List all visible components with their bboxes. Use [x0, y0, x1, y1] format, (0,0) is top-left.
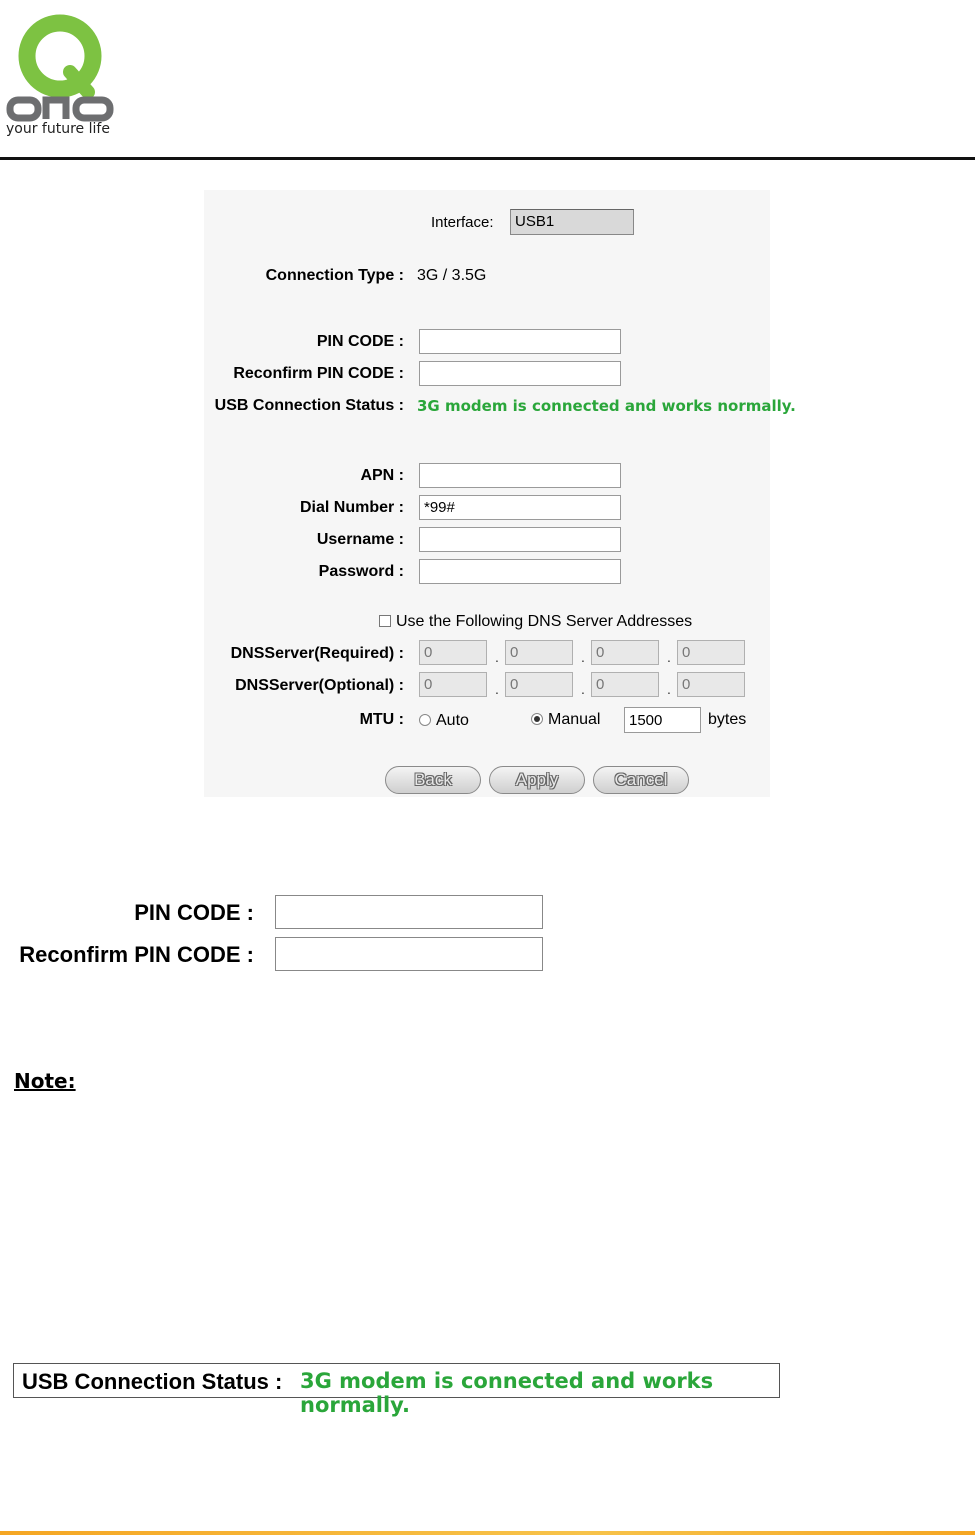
dns-separator: . [581, 649, 585, 665]
dns-separator: . [667, 681, 671, 697]
connection-type-value: 3G / 3.5G [417, 267, 487, 284]
dial-number-label: Dial Number : [299, 499, 404, 516]
mtu-manual-radio[interactable] [531, 713, 543, 725]
dns-required-octet-2[interactable] [505, 640, 573, 665]
password-input[interactable] [419, 559, 621, 584]
pin-code-input[interactable] [419, 329, 621, 354]
mtu-manual-label: Manual [548, 711, 601, 728]
cancel-button[interactable]: Cancel [593, 766, 689, 794]
zoom-reconfirm-pin-input [275, 937, 543, 971]
mtu-auto-label: Auto [436, 712, 469, 729]
dns-optional-octet-1[interactable] [419, 672, 487, 697]
zoom-pin-code-label: PIN CODE : [134, 900, 254, 925]
mtu-auto-radio[interactable] [419, 714, 431, 726]
logo-tagline: your future life [6, 121, 110, 137]
zoom-status-box [13, 1363, 780, 1417]
dns-required-octet-3[interactable] [591, 640, 659, 665]
reconfirm-pin-label: Reconfirm PIN CODE : [233, 365, 404, 382]
dns-checkbox[interactable] [379, 615, 391, 627]
dns-separator: . [667, 649, 671, 665]
mtu-unit: bytes [708, 711, 747, 728]
dns-separator: . [495, 649, 499, 665]
username-label: Username : [316, 531, 404, 548]
mtu-value-input[interactable] [624, 707, 701, 733]
note-heading: Note: [14, 1069, 76, 1093]
reconfirm-pin-input[interactable] [419, 361, 621, 386]
dns-optional-octet-3[interactable] [591, 672, 659, 697]
dial-number-input[interactable] [419, 495, 621, 520]
logo-wordmark [10, 100, 110, 119]
interface-select[interactable]: USB1 [510, 209, 634, 235]
dns-separator: . [495, 681, 499, 697]
header-divider [0, 157, 975, 160]
dns-optional-octet-2[interactable] [505, 672, 573, 697]
dns-checkbox-label: Use the Following DNS Server Addresses [396, 613, 693, 630]
dns-optional-octet-4[interactable] [677, 672, 745, 697]
apn-input[interactable] [419, 463, 621, 488]
zoom-pin-code-input [275, 895, 543, 929]
dns-separator: . [581, 681, 585, 697]
zoom-status-label: USB Connection Status : [22, 1369, 283, 1394]
dns-required-label: DNSServer(Required) : [230, 645, 404, 662]
interface-label: Interface: [431, 214, 494, 231]
dns-required-octet-4[interactable] [677, 640, 745, 665]
usb-status-value: 3G modem is connected and works normally. [417, 397, 796, 415]
connection-type-label: Connection Type : [265, 267, 404, 284]
mtu-label: MTU : [359, 711, 404, 728]
dns-optional-label: DNSServer(Optional) : [235, 677, 404, 694]
apply-button[interactable]: Apply [489, 766, 585, 794]
dns-required-octet-1[interactable] [419, 640, 487, 665]
username-input[interactable] [419, 527, 621, 552]
usb-status-label: USB Connection Status : [214, 397, 404, 414]
zoom-status-value: 3G modem is connected and works normally. [300, 1369, 714, 1417]
back-button[interactable]: Back [385, 766, 481, 794]
pin-code-label: PIN CODE : [316, 333, 404, 350]
apn-label: APN : [360, 467, 404, 484]
footer-divider [0, 1531, 975, 1535]
zoom-reconfirm-pin-label: Reconfirm PIN CODE : [19, 942, 254, 967]
password-label: Password : [318, 563, 404, 580]
